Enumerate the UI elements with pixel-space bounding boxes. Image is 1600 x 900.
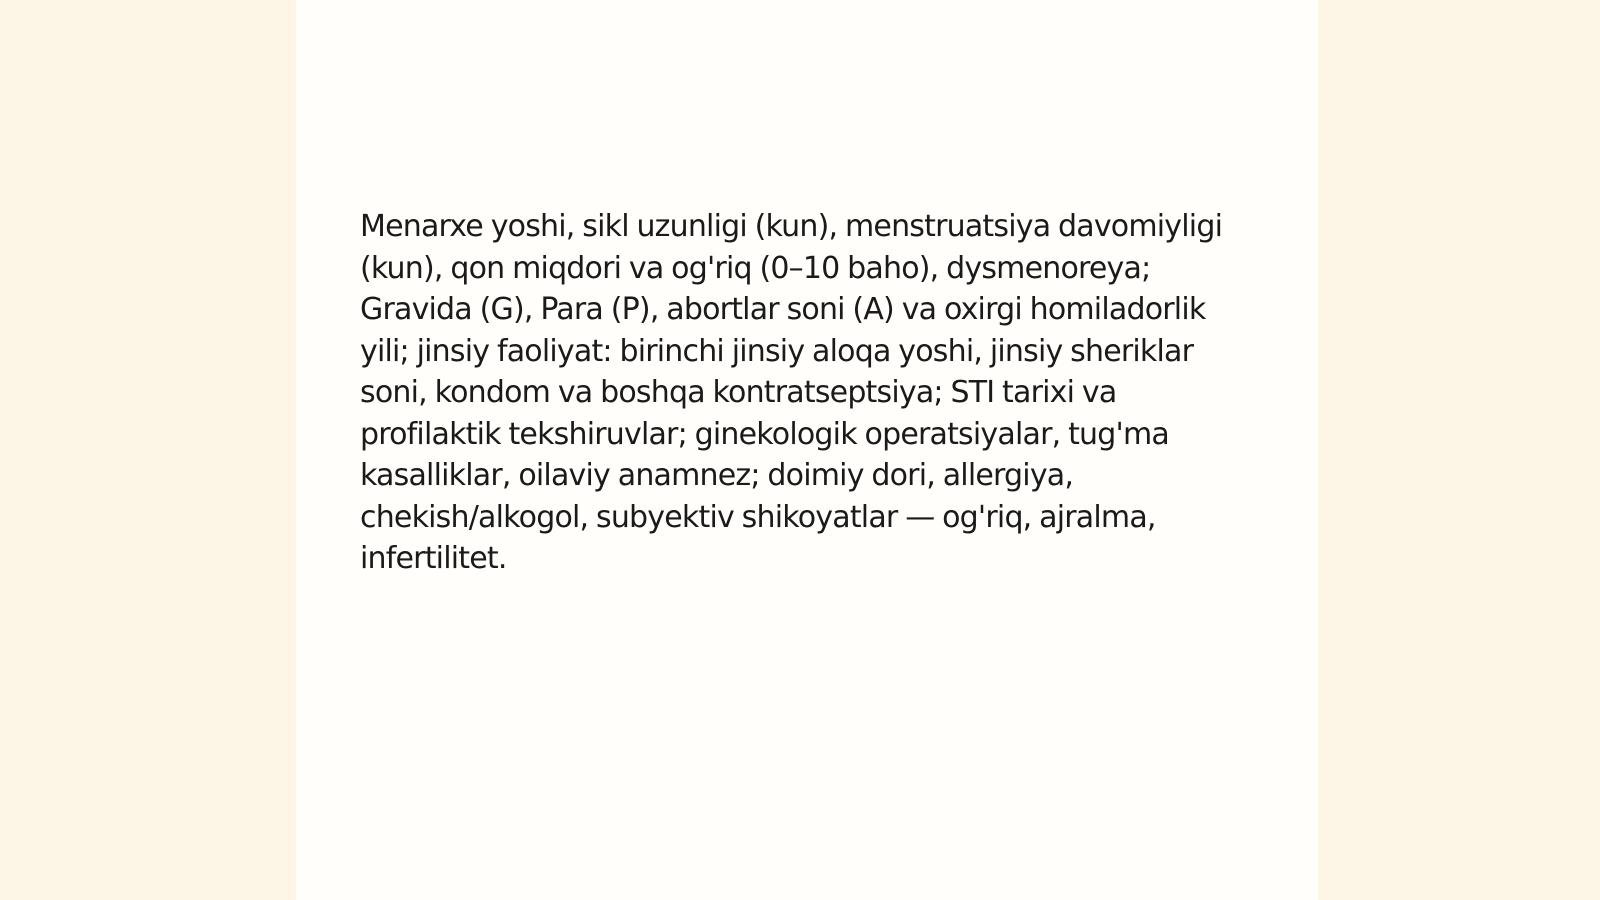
- body-paragraph: Menarxe yoshi, sikl uzunligi (kun), menstruatsiya davomiyligi (kun), qon miqdori va og'riq (0–10 baho), dysmenoreya; Gravida (G), Para (P), abortlar soni (A) va oxirgi homiladorlik yili; jinsiy faoliyat: birinchi jinsiy aloqa yoshi, jinsiy sheriklar soni, kondom va boshqa kontratseptsiya; STI tarixi va profilaktik tekshiruvlar; ginekologik operatsiyalar, tug'ma kasalliklar, oilaviy anamnez; doimiy dori, allergiya, chekish/alkogol, subyektiv shikoyatlar — og'riq, ajralma, infertilitet.: [360, 209, 1223, 576]
